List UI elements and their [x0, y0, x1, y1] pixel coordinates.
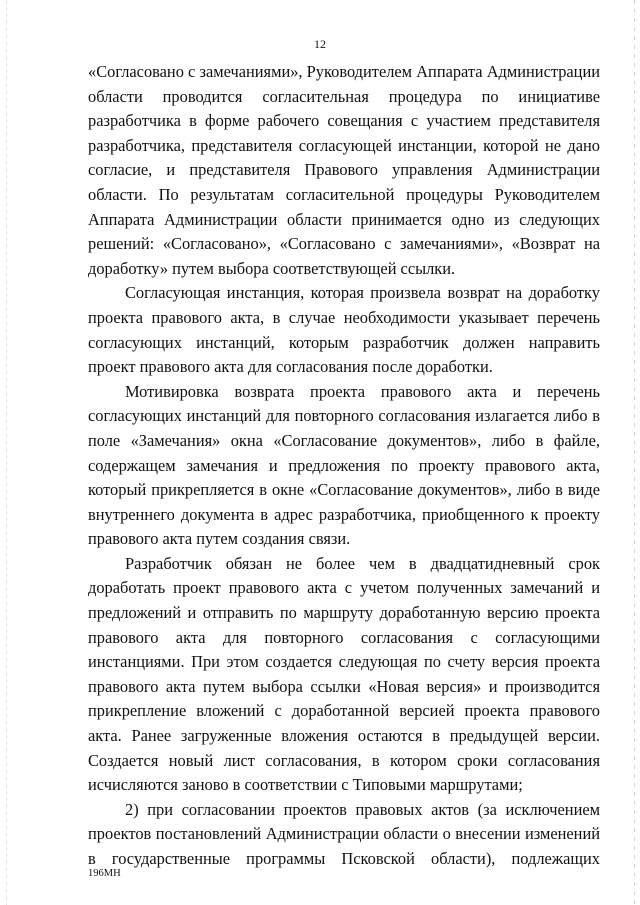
- paragraph: Мотивировка возврата проекта правового акта и перечень согласующих инстанций для повторного согласования излагается либо в поле «Замечания» окна «Согласование документов», либо в файле, содержащем замечания и предложения по проекту правового акта, который прикрепляется в окне «Согласование документов», либо в виде внутреннего документа в адрес разработчика, приобщенного к проекту правового акта путем создания связи.: [88, 381, 600, 549]
- scan-edge-right: [634, 0, 635, 905]
- paragraph: Разработчик обязан не более чем в двадцатидневный срок доработать проект правового акта с учетом полученных замечаний и предложений и отправить по маршруту доработанную версию проекта правового акта для повторного согласования с согласующими инстанциями. При этом создается следующая по счету версия проекта правового акта путем выбора ссылки «Новая версия» и производится прикрепление вложений с доработанной версией проекта правового акта. Ранее загруженные вложения остаются в предыдущей версии. Создается новый лист согласования, в котором сроки согласования исчисляются заново в соответствии с Типовыми маршрутами;: [88, 553, 600, 795]
- paragraph: Согласующая инстанция, которая произвела возврат на доработку проекта правового акта, в случае необходимости указывает перечень согласующих инстанций, которым разработчик должен направить проект правового акта для согласования после доработки.: [88, 283, 600, 377]
- scan-edge-left: [6, 0, 7, 905]
- document-body: [88, 60, 600, 872]
- paragraph: «Согласовано с замечаниями», Руководителем Аппарата Администрации области проводится согласительная процедура по инициативе разработчика в форме рабочего совещания с участием представителя разработчика, представителя согласующей инстанции, которой не дано согласие, и представителя Правового управления Администрации области. По результатам согласительной процедуры Руководителем Аппарата Администрации области принимается одно из следующих решений: «Согласовано», «Согласовано с замечаниями», «Возврат на доработку» путем выбора соответствующей ссылки.: [88, 62, 600, 278]
- paragraph: 2) при согласовании проектов правовых актов (за исключением проектов постановлений Администрации области о внесении изменений в государственные программы Псковской области), подлежащих: [88, 799, 600, 868]
- page-number: 12: [314, 37, 326, 51]
- document-code: 196МН: [88, 868, 121, 879]
